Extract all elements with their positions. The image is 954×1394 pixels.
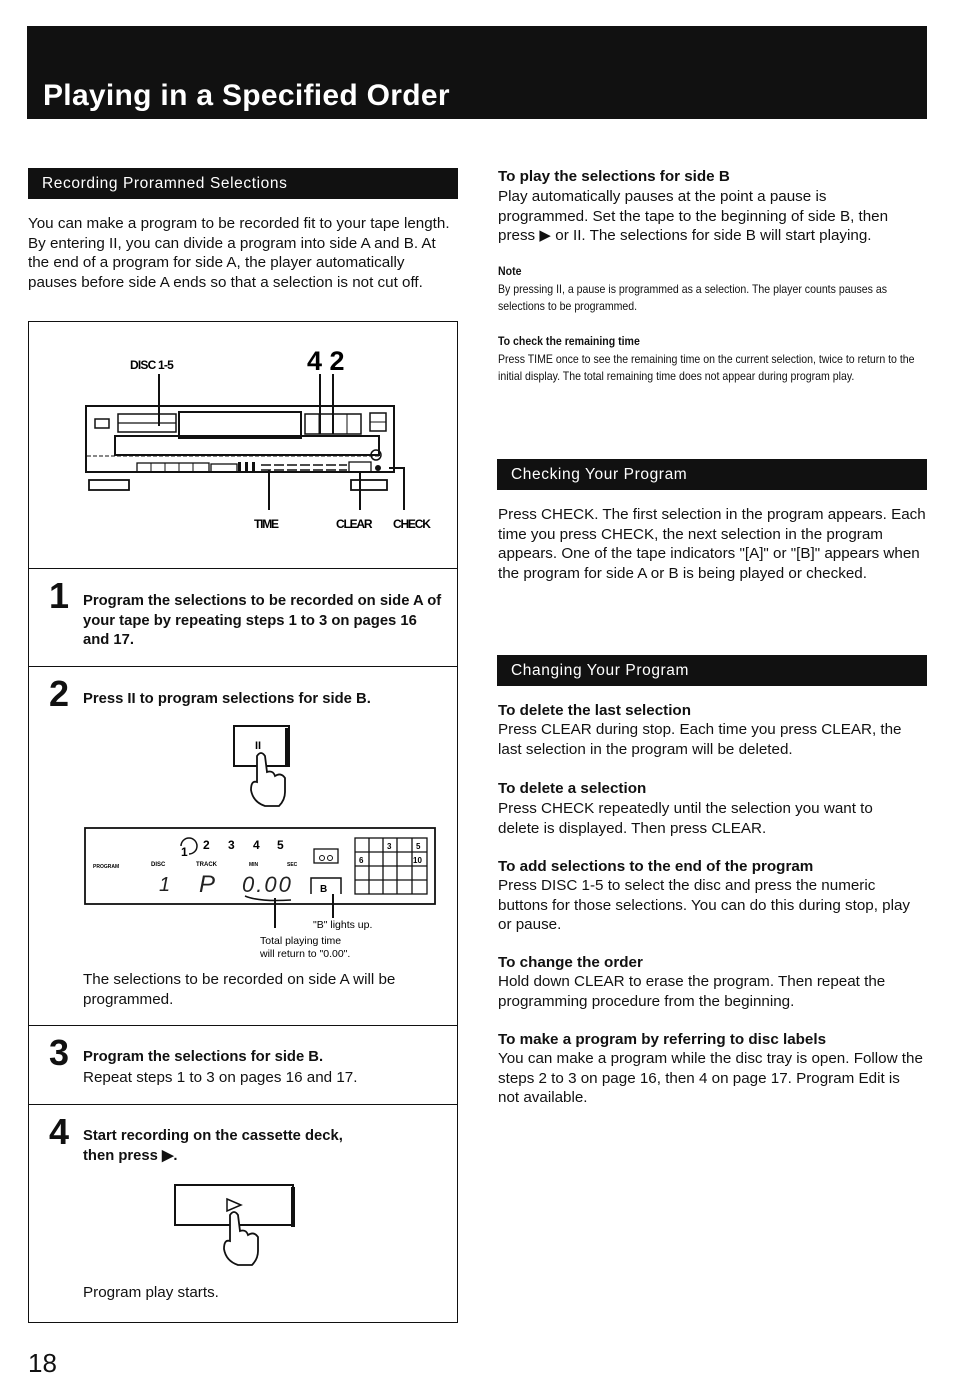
grid-number-3: 3 bbox=[387, 842, 392, 851]
step-2-note: The selections to be recorded on side A will be programmed. bbox=[83, 971, 396, 1008]
side-b-heading: To play the selections for side B bbox=[498, 168, 730, 185]
delete-last-heading: To delete the last selection bbox=[498, 702, 691, 719]
note-text: By pressing II, a pause is programmed as a selection. The player counts pauses as selections to be programmed. bbox=[498, 282, 887, 313]
step-4-illustration bbox=[29, 1183, 457, 1283]
change-order-text: Hold down CLEAR to erase the program. Then repeat the programming procedure from the beginning. bbox=[498, 973, 886, 1010]
step-4-box bbox=[28, 1104, 458, 1323]
callout-total-line1: Total playing time bbox=[260, 935, 342, 947]
step-3-body: Repeat steps 1 to 3 on pages 16 and 17. bbox=[83, 1069, 358, 1086]
min-indicator-label: MIN bbox=[249, 862, 259, 868]
display-number-2: 2 bbox=[203, 838, 210, 852]
disc-labels-text: You can make a program while the disc tray is open. Follow the steps 2 to 3 on page 16, then 4 on page 17. Program Edit is not available. bbox=[498, 1050, 923, 1106]
disc-labels-heading: To make a program by referring to disc labels bbox=[498, 1031, 827, 1048]
intro-text: You can make a program to be recorded fit to your tape length. By entering II, you can divide a program into side A and B. At the end of a program for side A, the player automatically pauses before side A ends so that a selection is not cut off. bbox=[28, 215, 450, 291]
clear-label: CLEAR bbox=[336, 517, 372, 531]
step-1-box bbox=[28, 568, 458, 667]
step-2-box bbox=[28, 666, 458, 1026]
remaining-time-heading: To check the remaining time bbox=[498, 334, 640, 348]
display-number-3: 3 bbox=[228, 838, 235, 852]
track-indicator-label: TRACK bbox=[196, 862, 217, 868]
disc-label: DISC 1-5 bbox=[130, 358, 173, 372]
check-label: CHECK bbox=[393, 517, 430, 531]
step-number: 2 bbox=[49, 673, 70, 714]
step-refs-label: 4 2 bbox=[307, 346, 345, 376]
pause-button-label: II bbox=[255, 740, 262, 752]
display-number-4: 4 bbox=[253, 838, 260, 852]
step-number: 4 bbox=[49, 1111, 70, 1152]
cd-player-diagram bbox=[29, 322, 457, 568]
player-diagram-box bbox=[28, 321, 458, 569]
add-selections-heading: To add selections to the end of the program bbox=[498, 858, 814, 875]
disc-indicator-label: DISC bbox=[151, 862, 166, 868]
step-4-title-line2: then press ▶. bbox=[83, 1148, 178, 1164]
grid-number-10: 10 bbox=[413, 856, 422, 865]
step-3-box bbox=[28, 1025, 458, 1105]
note-heading: Note bbox=[498, 264, 522, 278]
delete-last-text: Press CLEAR during stop. Each time you press CLEAR, the last selection in the program will be deleted. bbox=[498, 721, 902, 758]
grid-number-6: 6 bbox=[359, 856, 364, 865]
display-track-value: P bbox=[199, 871, 216, 898]
step-3-title: Program the selections for side B. bbox=[83, 1049, 324, 1065]
step-1-title: Program the selections to be recorded on side A of your tape by repeating steps 1 to 3 on pages 16 and 17. bbox=[83, 593, 442, 648]
section-title: Changing Your Program bbox=[511, 662, 690, 679]
step-number: 1 bbox=[49, 575, 70, 616]
section-header-recording bbox=[28, 168, 458, 199]
change-order-heading: To change the order bbox=[498, 954, 643, 971]
section-header-changing bbox=[497, 655, 927, 686]
callout-total-line2: will return to "0.00". bbox=[260, 948, 351, 960]
side-b-text: Play automatically pauses at the point a pause is programmed. Set the tape to the beginning of side B, then press ▶ or II. The selections for side B will start playing. bbox=[498, 188, 889, 244]
step-2-title: Press II to program selections for side B. bbox=[83, 691, 371, 707]
callout-b-lights: "B" lights up. bbox=[313, 919, 373, 931]
step-4-title-line1: Start recording on the cassette deck, bbox=[83, 1128, 343, 1144]
section-title: Checking Your Program bbox=[511, 466, 688, 483]
delete-selection-heading: To delete a selection bbox=[498, 780, 647, 797]
add-selections-text: Press DISC 1-5 to select the disc and press the numeric buttons for those selections. You can do this during stop, play or pause. bbox=[498, 877, 911, 933]
step-number: 3 bbox=[49, 1032, 70, 1073]
title-banner bbox=[27, 26, 927, 119]
time-label: TIME bbox=[254, 517, 278, 531]
grid-number-5: 5 bbox=[416, 842, 421, 851]
checking-text: Press CHECK. The first selection in the program appears. Each time you press CHECK, the next selection in the program appears. One of the tape indicators "[A]" or "[B]" appears when the program for side A or B is being played or checked. bbox=[498, 506, 926, 582]
page-title: Playing in a Specified Order bbox=[43, 79, 450, 112]
svg-text:1: 1 bbox=[181, 845, 188, 859]
delete-selection-text: Press CHECK repeatedly until the selection you want to delete is displayed. Then press CLEAR. bbox=[498, 800, 873, 837]
step-4-note: Program play starts. bbox=[83, 1284, 219, 1301]
section-title: Recording Proramned Selections bbox=[42, 175, 288, 192]
display-time-value: 0.00 bbox=[242, 872, 293, 897]
program-label: PROGRAM bbox=[93, 864, 120, 870]
display-number-5: 5 bbox=[277, 838, 284, 852]
sec-indicator-label: SEC bbox=[287, 862, 298, 868]
side-b-indicator: B bbox=[320, 884, 328, 895]
page-number: 18 bbox=[28, 1348, 57, 1378]
display-disc-value: 1 bbox=[159, 874, 171, 896]
remaining-time-text: Press TIME once to see the remaining time on the current selection, twice to return to the initial display. The total remaining time does not appear during program play. bbox=[498, 352, 915, 383]
section-header-checking bbox=[497, 459, 927, 490]
